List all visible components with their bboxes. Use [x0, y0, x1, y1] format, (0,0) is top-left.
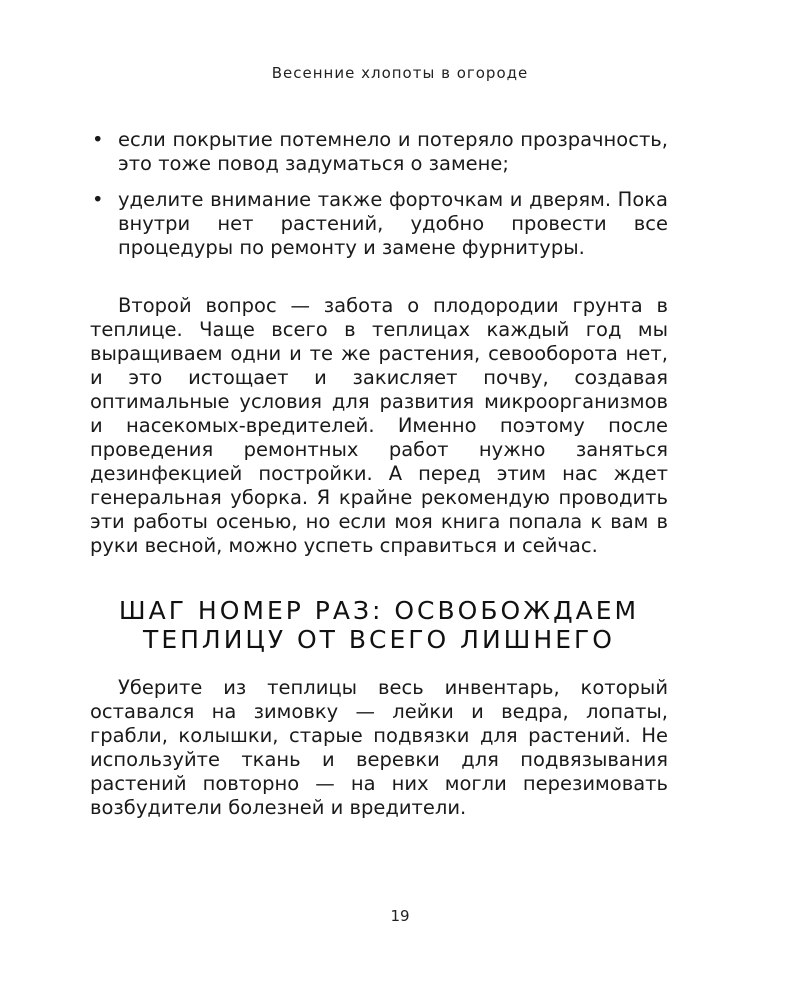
bullet-marker: • — [92, 128, 104, 151]
bullet-list — [90, 128, 668, 260]
bullet-marker: • — [92, 188, 104, 211]
bullet-item — [90, 128, 668, 176]
bullet-text: если покрытие потемнело и потеряло прозрачность, это тоже повод задуматься о замене; — [118, 128, 668, 175]
running-header: Весенние хлопоты в огороде — [271, 64, 529, 82]
section-heading-line: ШАГ НОМЕР РАЗ: ОСВОБОЖДАЕМ — [118, 596, 640, 625]
body-paragraph: Второй вопрос — забота о плодородии грунта в теплице. Чаще всего в теплицах каждый год мы выращиваем одни и те же растения, севооборота нет, и это истощает и закисляет почву, создавая оптимальные условия для развития микроорганизмов и насекомых-вредителей. Именно поэтому после проведения ремонтных работ нужно заняться дезинфекцией постройки. А перед этим нас ждет генеральная уборка. Я крайне рекомендую проводить эти работы осенью, но если моя книга попала к вам в руки весной, можно успеть справиться и сейчас. — [90, 294, 668, 557]
bullet-item — [90, 188, 668, 260]
section-heading-line: ТЕПЛИЦУ ОТ ВСЕГО ЛИШНЕГО — [143, 625, 615, 654]
bullet-text: уделите внимание также форточкам и дверям. Пока внутри нет растений, удобно провести все процедуры по ремонту и замене фурнитуры. — [118, 188, 668, 259]
page-body — [90, 128, 668, 820]
page-number: 19 — [390, 907, 410, 925]
section-heading — [90, 596, 668, 654]
body-paragraph: Уберите из теплицы весь инвентарь, который оставался на зимовку — лейки и ведра, лопаты, грабли, колышки, старые подвязки для растений. Не используйте ткань и веревки для подвязывания растений повторно — на них могли перезимовать возбудители болезней и вредители. — [90, 676, 668, 819]
